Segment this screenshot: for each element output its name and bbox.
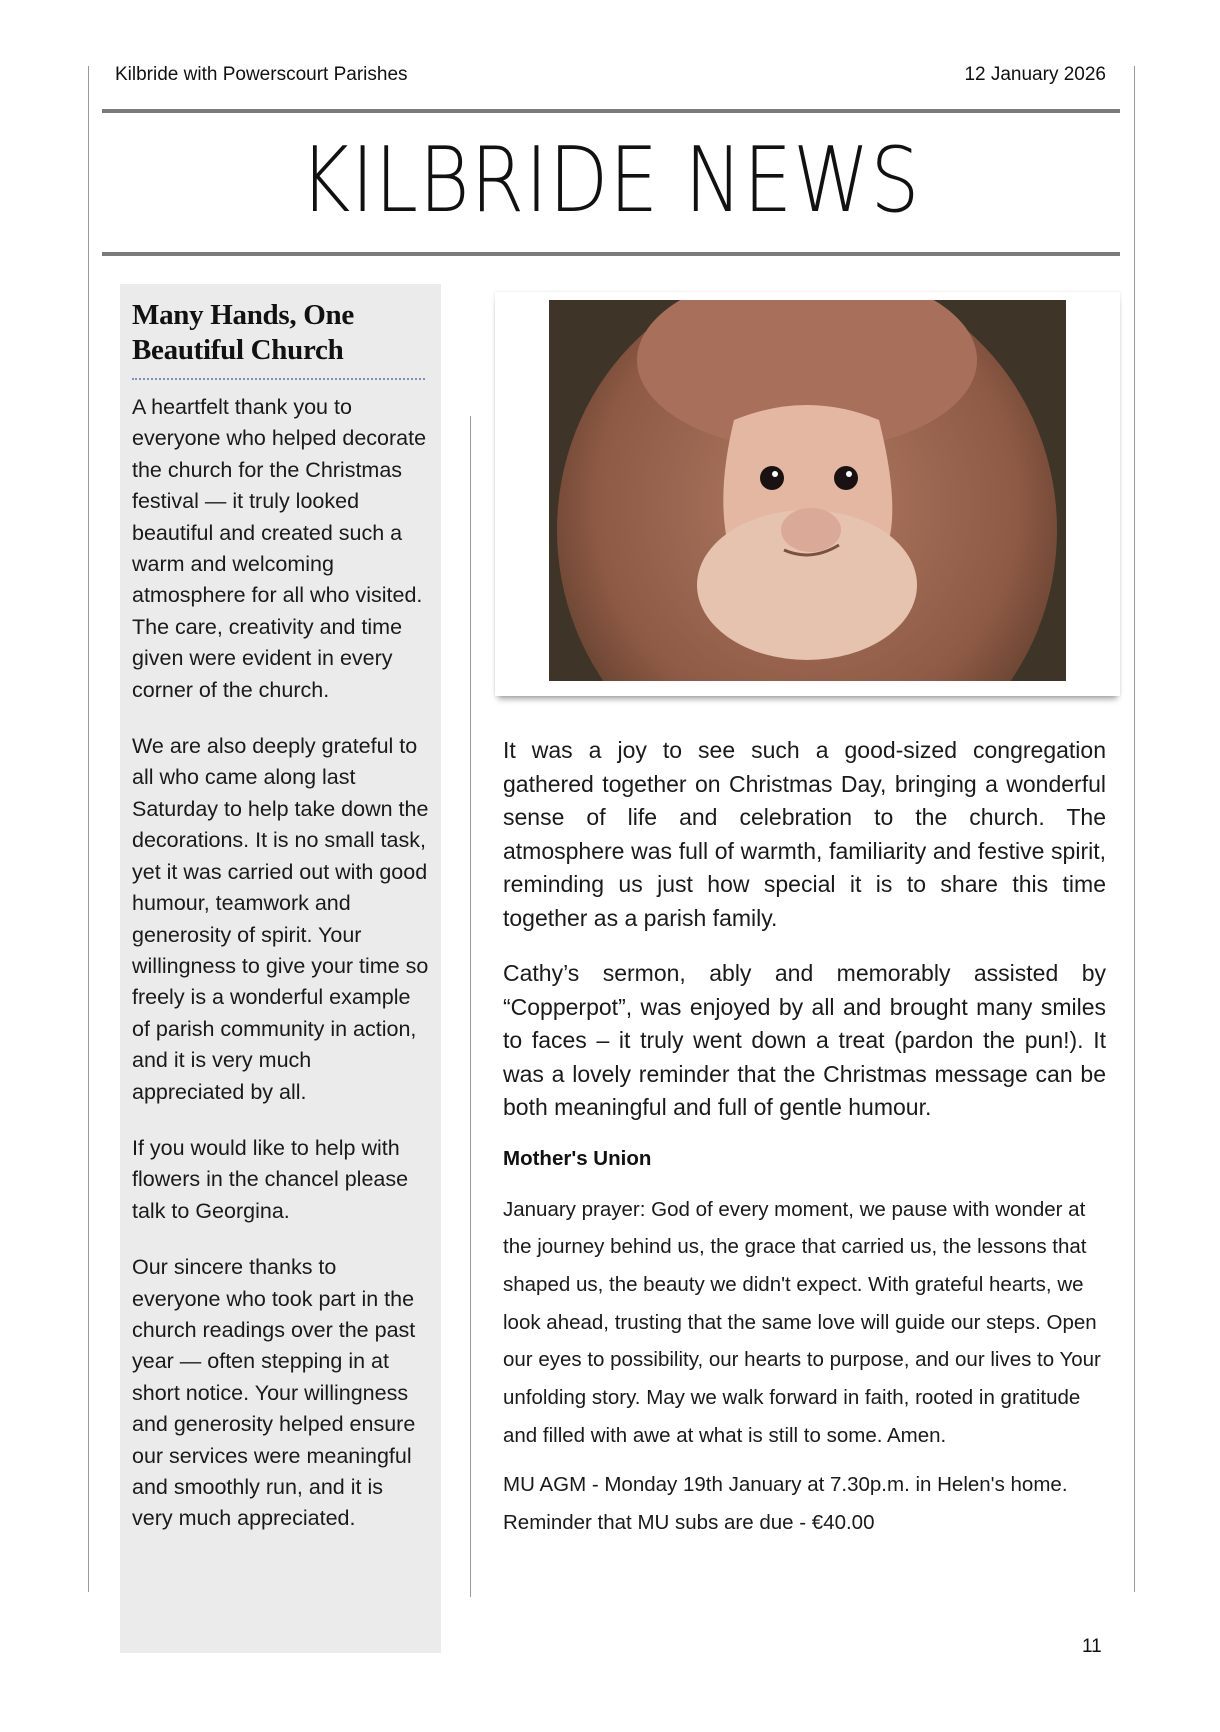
january-prayer: January prayer: God of every moment, we pause with wonder at the journey behind us, the grace that carried us, the lessons that shaped us, the beauty we didn't expect. With grateful hearts, we look ahead, trusting that the same love will guide our steps. Open our eyes to possibility, our hearts to purpose, and our lives to Your unfolding story. May we walk forward in faith, rooted in gratitude and filled with awe at what is still to some. Amen. (503, 1197, 1101, 1447)
mu-agm-notice: MU AGM - Monday 19th January at 7.30p.m. in Helen's home. Reminder that MU subs are due - €40.00 (503, 1473, 1091, 1535)
column-divider (470, 416, 471, 1597)
main-paragraph: It was a joy to see such a good-sized congregation gathered together on Christmas Day, bringing a wonderful sense of life and celebration to the church. The atmosphere was full of warmth, familiarity and festive spirit, reminding us just how special it is to share this time together as a parish family. (503, 737, 1106, 931)
sidebar-article (120, 284, 441, 1653)
sidebar-paragraph: If you would like to help with flowers in the chancel please talk to Georgina. (132, 1135, 409, 1223)
photo-frame (495, 292, 1120, 696)
sidebar-paragraph: A heartfelt thank you to everyone who helped decorate the church for the Christmas festival — it truly looked beautiful and created such a warm and welcoming atmosphere for all who visited. The care, creativity and time given were evident in every corner of the church. (132, 395, 427, 702)
page-border-left (88, 66, 89, 1592)
top-rule (102, 109, 1120, 113)
masthead: KILBRIDE NEWS (299, 128, 921, 233)
sidebar-title: Many Hands, One Beautiful Church (132, 299, 354, 366)
dotted-divider (132, 378, 425, 380)
orangutan-toy-photo (549, 300, 1066, 681)
main-paragraph: Cathy’s sermon, ably and memorably assisted by “Copperpot”, was enjoyed by all and brought many smiles to faces – it truly went down a treat (pardon the pun!). It was a lovely reminder that the Christmas message can be both meaningful and full of gentle humour. (503, 960, 1106, 1120)
sidebar-paragraph: Our sincere thanks to everyone who took part in the church readings over the past year — often stepping in at short notice. Your willingness and generosity helped ensure our services were meaningful and smoothly run, and it is very much appreciated. (132, 1255, 416, 1531)
parish-name: Kilbride with Powerscourt Parishes (115, 64, 408, 85)
bottom-rule (102, 252, 1120, 256)
main-article (503, 734, 1106, 1554)
page-border-right (1134, 66, 1135, 1592)
sidebar-paragraph: We are also deeply grateful to all who came along last Saturday to help take down the decorations. It is no small task, yet it was carried out with good humour, teamwork and generosity of spirit. Your willingness to give your time so freely is a wonderful example of parish community in action, and it is very much appreciated by all. (132, 734, 429, 1104)
page-number: 11 (1082, 1636, 1102, 1657)
mothers-union-heading: Mother's Union (503, 1146, 652, 1170)
issue-date: 12 January 2026 (964, 64, 1106, 85)
